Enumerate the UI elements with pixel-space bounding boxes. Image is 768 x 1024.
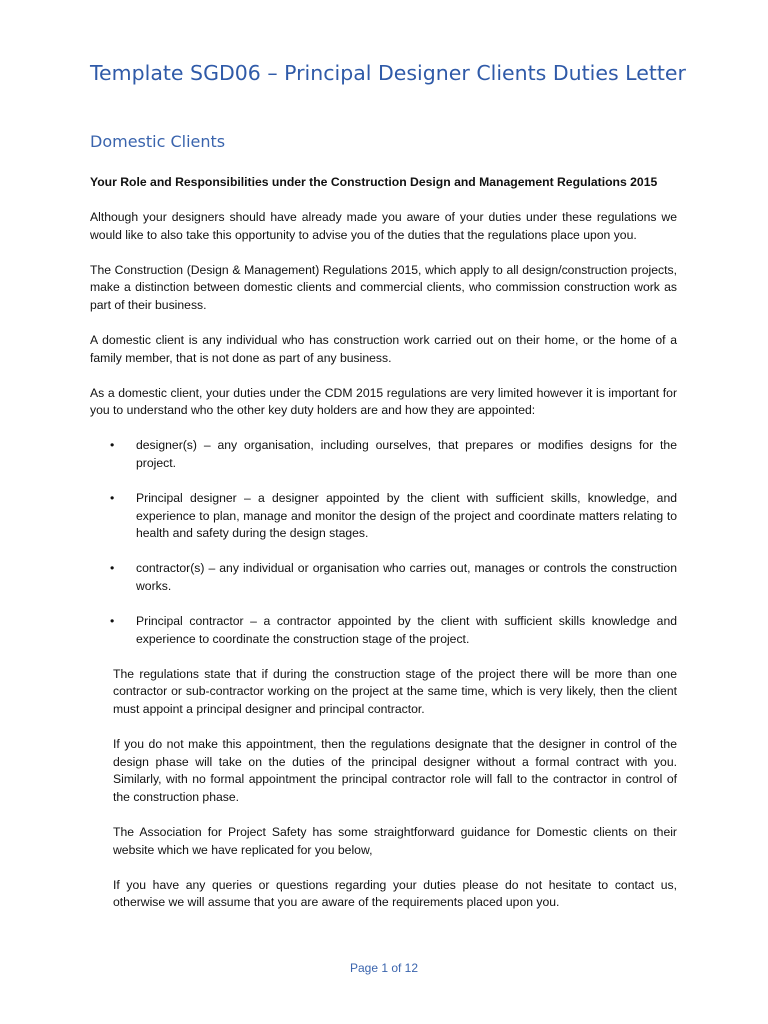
list-item-text: Principal designer – a designer appointed by the client with sufficient skills, knowledge, and experience to plan, manage and monitor the design of the project and coordinate matters relating to health and safety during the design stages. <box>136 491 677 541</box>
list-item <box>90 613 677 648</box>
paragraph-duties-intro: As a domestic client, your duties under the CDM 2015 regulations are very limited however it is important for you to understand who the other key duty holders are and how they are appointed: <box>90 385 677 418</box>
paragraph-awareness: Although your designers should have already made you aware of your duties under these regulations we would like to also take this opportunity to advise you of the duties that the regulations place upon you. <box>90 210 677 242</box>
bullet-icon: • <box>110 491 115 506</box>
section-heading: Domestic Clients <box>90 132 226 151</box>
list-item <box>90 437 677 472</box>
paragraph-domestic-client: A domestic client is any individual who has construction work carried out on their home, or the home of a family member, that is not done as part of any business. <box>90 333 677 365</box>
duty-holders-list <box>90 437 677 648</box>
list-item-text: contractor(s) – any individual or organisation who carries out, manages or controls the construction works. <box>136 561 677 593</box>
bullet-icon: • <box>110 614 115 629</box>
indented-paragraphs <box>90 666 677 912</box>
list-item-text: Principal contractor – a contractor appointed by the client with sufficient skills knowledge and experience to coordinate the construction stage of the project. <box>136 614 677 646</box>
document-title: Template SGD06 – Principal Designer Clients Duties Letter <box>90 61 686 85</box>
paragraph-no-appointment: If you do not make this appointment, then the regulations designate that the designer in control of the design phase will take on the duties of the principal designer without a formal contract with you. Similarly, with no formal appointment the principal contractor role will fall to the contractor in control of the construction phase. <box>113 737 677 804</box>
bullet-icon: • <box>110 561 115 576</box>
bullet-icon: • <box>110 438 115 453</box>
paragraph-regulations: The Construction (Design & Management) Regulations 2015, which apply to all design/construction projects, make a distinction between domestic clients and commercial clients, who commission construction work as part of their business. <box>90 262 677 312</box>
list-item <box>90 490 677 543</box>
document-body <box>90 174 677 929</box>
paragraph-aps-guidance: The Association for Project Safety has some straightforward guidance for Domestic clients on their website which we have replicated for you below, <box>113 824 677 857</box>
lead-heading: Your Role and Responsibilities under the Construction Design and Management Regulations 2015 <box>90 175 658 189</box>
list-item-text: designer(s) – any organisation, including ourselves, that prepares or modifies designs for the project. <box>136 438 677 471</box>
list-item <box>90 560 677 595</box>
page-number: Page 1 of 12 <box>349 961 419 975</box>
paragraph-contact: If you have any queries or questions regarding your duties please do not hesitate to contact us, otherwise we will assume that you are aware of the requirements placed upon you. <box>113 877 677 910</box>
paragraph-appointment-requirement: The regulations state that if during the construction stage of the project there will be more than one contractor or sub-contractor working on the project at the same time, which is very likely, then the client must appoint a principal designer and principal contractor. <box>113 666 677 716</box>
